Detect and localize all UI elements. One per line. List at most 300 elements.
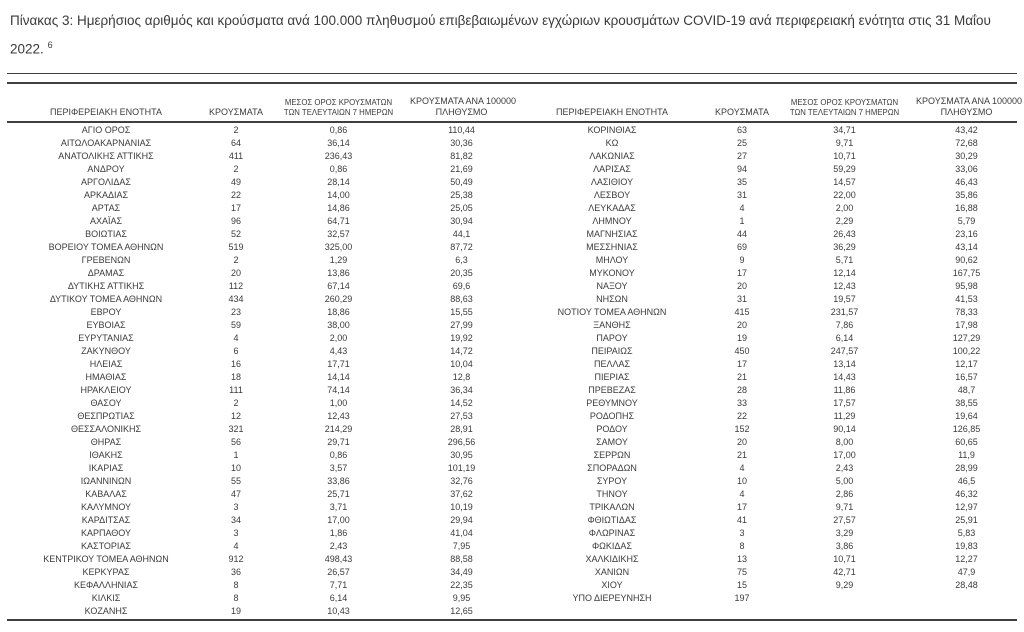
avg7-cell: 10,43 xyxy=(327,605,350,616)
cases-cell: 9 xyxy=(739,254,745,265)
cases-cell: 1 xyxy=(739,215,745,226)
region-cell: ΛΗΜΝΟΥ xyxy=(592,215,632,226)
avg7-cell: 36,14 xyxy=(327,137,350,148)
avg7-cell: 3,71 xyxy=(329,501,348,512)
per100k-cell: 7,95 xyxy=(452,540,471,551)
region-cell: ΗΛΕΙΑΣ xyxy=(89,358,123,369)
table-title-text: Πίνακας 3: Ημερήσιος αριθμός και κρούσματα ανά 100.000 πληθυσμού επιβεβαιωμένων εγχώριων κρουσμάτων COVID-19 ανά περιφερειακή ενότητα στις 31 Μαΐου 2022. xyxy=(10,13,991,57)
region-cell: ΕΒΡΟΥ xyxy=(90,306,122,317)
per100k-cell: 28,91 xyxy=(450,423,473,434)
region-cell: ΛΑΣΙΘΙΟΥ xyxy=(590,176,634,187)
region-cell: ΠΙΕΡΙΑΣ xyxy=(594,371,630,382)
per100k-cell: 72,68 xyxy=(955,137,978,148)
cases-cell: 23 xyxy=(230,306,241,317)
per100k-cell: 95,98 xyxy=(955,280,978,291)
per100k-cell: 43,42 xyxy=(955,124,978,135)
table-bottom-line xyxy=(7,619,1017,621)
per100k-cell: 32,76 xyxy=(450,475,473,486)
per100k-cell: 12,27 xyxy=(955,553,978,564)
document-page xyxy=(0,9,1024,632)
region-cell: ΜΥΚΟΝΟΥ xyxy=(589,267,635,278)
cases-cell: 56 xyxy=(230,436,241,447)
per100k-cell: 10,19 xyxy=(450,501,473,512)
avg7-cell: 0,86 xyxy=(329,449,348,460)
per100k-cell: 30,95 xyxy=(450,449,473,460)
region-cell: ΑΡΤΑΣ xyxy=(91,202,121,213)
cases-cell: 96 xyxy=(230,215,241,226)
avg7-cell: 498,43 xyxy=(324,553,353,564)
region-cell: ΤΡΙΚΑΛΩΝ xyxy=(589,501,635,512)
region-cell: ΛΕΣΒΟΥ xyxy=(593,189,631,200)
cases-cell: 8 xyxy=(739,540,745,551)
cases-cell: 434 xyxy=(228,293,244,304)
region-cell: ΠΑΡΟΥ xyxy=(596,332,628,343)
per100k-cell: 19,64 xyxy=(955,410,978,421)
cases-cell: 3 xyxy=(233,527,239,538)
region-cell: ΝΗΣΩΝ xyxy=(596,293,628,304)
cases-cell: 4 xyxy=(739,202,745,213)
region-cell: ΚΑΛΥΜΝΟΥ xyxy=(80,501,132,512)
avg7-cell: 13,14 xyxy=(833,358,856,369)
cases-cell: 27 xyxy=(736,150,747,161)
avg7-cell: 67,14 xyxy=(327,280,350,291)
region-cell: ΙΚΑΡΙΑΣ xyxy=(88,462,124,473)
per100k-cell: 88,63 xyxy=(450,293,473,304)
avg7-cell: 0,86 xyxy=(329,124,348,135)
region-cell: ΚΙΛΚΙΣ xyxy=(91,592,121,603)
per100k-cell: 81,82 xyxy=(450,150,473,161)
per100k-cell: 27,99 xyxy=(450,319,473,330)
per100k-cell: 21,69 xyxy=(450,163,473,174)
avg7-cell: 12,43 xyxy=(327,410,350,421)
avg7-cell: 325,00 xyxy=(324,241,353,252)
per100k-cell xyxy=(916,605,1017,618)
cases-cell: 2 xyxy=(233,254,239,265)
region-cell: ΧΑΝΙΩΝ xyxy=(594,566,630,577)
cases-cell: 17 xyxy=(736,267,747,278)
cases-cell: 12 xyxy=(230,410,241,421)
avg7-cell: 11,86 xyxy=(833,384,856,395)
cases-cell: 16 xyxy=(230,358,241,369)
avg7-cell: 10,71 xyxy=(833,553,856,564)
cases-cell: 33 xyxy=(736,397,747,408)
cases-cell: 21 xyxy=(736,449,747,460)
per100k-cell: 78,33 xyxy=(955,306,978,317)
region-cell: ΠΡΕΒΕΖΑΣ xyxy=(588,384,636,395)
region-cell: ΛΑΚΩΝΙΑΣ xyxy=(589,150,635,161)
per100k-cell: 27,53 xyxy=(450,410,473,421)
per100k-cell: 29,94 xyxy=(450,514,473,525)
avg7-cell: 36,29 xyxy=(833,241,856,252)
region-cell: ΦΘΙΩΤΙΔΑΣ xyxy=(587,514,637,525)
avg7-cell: 14,86 xyxy=(327,202,350,213)
region-cell: ΗΜΑΘΙΑΣ xyxy=(85,371,127,382)
region-cell: ΔΥΤΙΚΟΥ ΤΟΜΕΑ ΑΘΗΝΩΝ xyxy=(49,293,163,304)
avg7-cell: 17,00 xyxy=(327,514,350,525)
cases-cell: 2 xyxy=(233,163,239,174)
per100k-cell: 30,94 xyxy=(450,215,473,226)
region-cell: ΜΗΛΟΥ xyxy=(595,254,629,265)
avg7-cell: 33,86 xyxy=(327,475,350,486)
region-cell: ΔΡΑΜΑΣ xyxy=(87,267,125,278)
per100k-cell: 20,35 xyxy=(450,267,473,278)
region-cell: ΦΩΚΙΔΑΣ xyxy=(592,540,632,551)
avg7-cell: 34,71 xyxy=(833,124,856,135)
cases-cell: 63 xyxy=(736,124,747,135)
cases-cell: 4 xyxy=(233,540,239,551)
region-cell: ΚΑΒΑΛΑΣ xyxy=(85,488,127,499)
region-cell xyxy=(513,605,711,618)
region-cell: ΘΗΡΑΣ xyxy=(90,436,122,447)
per100k-cell: 11,9 xyxy=(958,449,975,460)
cases-cell: 69 xyxy=(736,241,747,252)
avg7-cell: 19,57 xyxy=(833,293,856,304)
avg7-cell: 74,14 xyxy=(327,384,350,395)
per100k-cell xyxy=(916,592,1017,605)
cases-cell: 111 xyxy=(229,384,243,395)
cases-cell: 20 xyxy=(736,280,747,291)
per100k-cell: 46,5 xyxy=(957,475,976,486)
avg7-cell: 38,00 xyxy=(327,319,350,330)
avg7-cell: 6,14 xyxy=(835,332,854,343)
avg7-cell: 14,14 xyxy=(327,371,350,382)
region-cell: ΚΑΣΤΟΡΙΑΣ xyxy=(81,540,131,551)
region-cell: ΚΟΖΑΝΗΣ xyxy=(84,605,128,616)
header-per100k-left: ΚΡΟΥΣΜΑΤΑ ΑΝΑ 100000 ΠΛΗΘΥΣΜΟ xyxy=(410,96,516,117)
avg7-cell: 1,29 xyxy=(329,254,348,265)
avg7-cell: 26,43 xyxy=(833,228,856,239)
per100k-cell: 44,1 xyxy=(452,228,471,239)
cases-cell: 4 xyxy=(739,462,745,473)
avg7-cell: 5,71 xyxy=(835,254,854,265)
per100k-cell: 38,55 xyxy=(955,397,978,408)
per100k-cell: 16,88 xyxy=(955,202,978,213)
avg7-cell: 42,71 xyxy=(833,566,856,577)
avg7-cell: 64,71 xyxy=(327,215,350,226)
cases-cell: 3 xyxy=(739,527,745,538)
avg7-cell: 22,00 xyxy=(833,189,856,200)
per100k-cell: 12,97 xyxy=(955,501,978,512)
cases-cell: 1 xyxy=(233,449,239,460)
per100k-cell: 12,8 xyxy=(452,371,471,382)
avg7-cell: 214,29 xyxy=(324,423,353,434)
region-cell: ΚΑΡΠΑΘΟΥ xyxy=(80,527,132,538)
per100k-cell: 14,52 xyxy=(450,397,473,408)
avg7-cell: 231,57 xyxy=(830,306,859,317)
per100k-cell: 25,91 xyxy=(955,514,978,525)
per100k-cell: 50,49 xyxy=(450,176,473,187)
per100k-cell: 167,75 xyxy=(952,267,981,278)
avg7-cell: 59,29 xyxy=(833,163,856,174)
per100k-cell: 87,72 xyxy=(450,241,473,252)
per100k-cell: 41,53 xyxy=(955,293,978,304)
cases-cell: 112 xyxy=(228,280,244,291)
avg7-cell: 17,00 xyxy=(833,449,856,460)
per100k-cell: 47,9 xyxy=(957,566,976,577)
avg7-cell: 12,14 xyxy=(833,267,856,278)
per100k-cell: 16,57 xyxy=(955,371,978,382)
avg7-cell: 4,43 xyxy=(329,345,348,356)
cases-cell: 59 xyxy=(230,319,241,330)
avg7-cell: 3,57 xyxy=(329,462,348,473)
avg7-cell xyxy=(773,592,916,605)
per100k-cell: 37,62 xyxy=(450,488,473,499)
per100k-cell: 5,83 xyxy=(957,527,976,538)
per100k-cell: 127,29 xyxy=(952,332,981,343)
region-cell: ΘΑΣΟΥ xyxy=(90,397,122,408)
per100k-cell: 12,17 xyxy=(955,358,978,369)
cases-cell: 450 xyxy=(734,345,750,356)
cases-cell: 10 xyxy=(736,475,747,486)
cases-cell: 52 xyxy=(230,228,241,239)
cases-cell: 20 xyxy=(230,267,241,278)
avg7-cell: 7,71 xyxy=(329,579,348,590)
per100k-cell: 23,16 xyxy=(955,228,978,239)
cases-cell: 28 xyxy=(736,384,747,395)
region-cell: ΜΕΣΣΗΝΙΑΣ xyxy=(586,241,638,252)
per100k-cell: 296,56 xyxy=(447,436,476,447)
avg7-cell: 260,29 xyxy=(324,293,353,304)
header-underline xyxy=(7,121,1017,123)
avg7-cell: 2,00 xyxy=(329,332,348,343)
avg7-cell: 32,57 xyxy=(327,228,350,239)
cases-cell: 25 xyxy=(736,137,747,148)
cases-cell: 41 xyxy=(736,514,747,525)
cases-cell: 19 xyxy=(230,605,241,616)
avg7-cell: 8,00 xyxy=(835,436,854,447)
region-cell: ΡΕΘΥΜΝΟΥ xyxy=(586,397,638,408)
region-cell: ΤΗΝΟΥ xyxy=(596,488,628,499)
avg7-cell: 7,86 xyxy=(835,319,854,330)
region-cell: ΛΑΡΙΣΑΣ xyxy=(593,163,631,174)
region-cell: ΑΡΓΟΛΙΔΑΣ xyxy=(81,176,131,187)
avg7-cell: 90,14 xyxy=(833,423,856,434)
cases-cell: 8 xyxy=(233,592,239,603)
region-cell: ΑΝΑΤΟΛΙΚΗΣ ΑΤΤΙΚΗΣ xyxy=(58,150,154,161)
avg7-cell: 29,71 xyxy=(327,436,350,447)
cases-cell: 152 xyxy=(734,423,750,434)
avg7-cell: 3,86 xyxy=(835,540,854,551)
cases-cell: 20 xyxy=(736,436,747,447)
header-avg7-left: ΜΕΣΟΣ ΟΡΟΣ ΚΡΟΥΣΜΑΤΩΝ ΤΩΝ ΤΕΛΕΥΤΑΙΩΝ 7 ΗΜΕΡΩΝ xyxy=(283,98,394,117)
per100k-cell: 69,6 xyxy=(452,280,471,291)
per100k-cell: 43,14 xyxy=(955,241,978,252)
cases-cell: 3 xyxy=(233,501,239,512)
avg7-cell: 14,00 xyxy=(327,189,350,200)
per100k-cell: 28,48 xyxy=(955,579,978,590)
region-cell: ΧΙΟΥ xyxy=(601,579,623,590)
cases-cell: 44 xyxy=(736,228,747,239)
header-per100k-right: ΚΡΟΥΣΜΑΤΑ ΑΝΑ 100000 ΠΛΗΘΥΣΜΟ xyxy=(916,96,1022,117)
divider-line-thin xyxy=(7,73,1017,74)
cases-cell: 411 xyxy=(228,150,244,161)
region-cell: ΚΕΡΚΥΡΑΣ xyxy=(82,566,130,577)
region-cell: ΡΟΔΟΠΗΣ xyxy=(589,410,635,421)
region-cell: ΠΕΙΡΑΙΩΣ xyxy=(591,345,633,356)
per100k-cell: 60,65 xyxy=(955,436,978,447)
cases-cell: 47 xyxy=(230,488,241,499)
region-cell: ΣΥΡΟΥ xyxy=(596,475,628,486)
header-cases-left: ΚΡΟΥΣΜΑΤΑ xyxy=(209,106,263,117)
region-cell: ΜΑΓΝΗΣΙΑΣ xyxy=(586,228,638,239)
avg7-cell: 27,57 xyxy=(833,514,856,525)
region-cell: ΘΕΣΠΡΩΤΙΑΣ xyxy=(77,410,135,421)
cases-cell: 321 xyxy=(228,423,244,434)
per100k-cell: 100,22 xyxy=(952,345,981,356)
cases-cell: 18 xyxy=(230,371,241,382)
header-region-right: ΠΕΡΙΦΕΡΕΙΑΚΗ ΕΝΟΤΗΤΑ xyxy=(555,106,669,117)
avg7-cell: 25,71 xyxy=(327,488,350,499)
cases-cell: 415 xyxy=(734,306,750,317)
per100k-cell: 19,92 xyxy=(450,332,473,343)
table-header-row xyxy=(7,96,1022,119)
region-cell: ΑΝΔΡΟΥ xyxy=(87,163,125,174)
avg7-cell: 13,86 xyxy=(327,267,350,278)
cases-cell: 8 xyxy=(233,579,239,590)
per100k-cell: 41,04 xyxy=(450,527,473,538)
cases-cell: 2 xyxy=(233,397,239,408)
region-cell: ΧΑΛΚΙΔΙΚΗΣ xyxy=(585,553,639,564)
avg7-cell: 5,00 xyxy=(835,475,854,486)
avg7-cell: 236,43 xyxy=(324,150,353,161)
avg7-cell: 0,86 xyxy=(329,163,348,174)
table-title xyxy=(10,9,1012,62)
cases-cell: 2 xyxy=(233,124,239,135)
cases-cell: 15 xyxy=(736,579,747,590)
avg7-cell: 9,71 xyxy=(835,137,854,148)
region-cell: ΞΑΝΘΗΣ xyxy=(593,319,631,330)
region-cell: ΑΧΑΪΑΣ xyxy=(89,215,123,226)
cases-cell: 19 xyxy=(736,332,747,343)
avg7-cell: 2,29 xyxy=(835,215,854,226)
region-cell: ΒΟΙΩΤΙΑΣ xyxy=(85,228,127,239)
avg7-cell xyxy=(773,605,916,618)
cases-cell: 197 xyxy=(734,592,750,603)
per100k-cell: 101,19 xyxy=(447,462,476,473)
avg7-cell: 14,43 xyxy=(833,371,856,382)
avg7-cell: 26,57 xyxy=(327,566,350,577)
per100k-cell: 19,83 xyxy=(955,540,978,551)
per100k-cell: 10,04 xyxy=(450,358,473,369)
region-cell: ΝΟΤΙΟΥ ΤΟΜΕΑ ΑΘΗΝΩΝ xyxy=(557,306,667,317)
avg7-cell: 1,00 xyxy=(329,397,348,408)
cases-cell: 64 xyxy=(230,137,241,148)
per100k-cell: 35,86 xyxy=(955,189,978,200)
avg7-cell: 12,43 xyxy=(833,280,856,291)
cases-cell: 55 xyxy=(230,475,241,486)
cases-cell: 94 xyxy=(736,163,747,174)
per100k-cell: 126,85 xyxy=(952,423,981,434)
footnote-reference: 6 xyxy=(47,40,53,50)
per100k-cell: 33,06 xyxy=(955,163,978,174)
region-cell: ΚΩ xyxy=(605,137,619,148)
per100k-cell: 5,79 xyxy=(957,215,976,226)
region-cell: ΔΥΤΙΚΗΣ ΑΤΤΙΚΗΣ xyxy=(67,280,145,291)
region-cell: ΚΟΡΙΝΘΙΑΣ xyxy=(587,124,637,135)
region-cell: ΣΕΡΡΩΝ xyxy=(593,449,631,460)
cases-cell: 22 xyxy=(230,189,241,200)
cases-cell: 31 xyxy=(736,293,747,304)
per100k-cell: 88,58 xyxy=(450,553,473,564)
avg7-cell: 9,71 xyxy=(835,501,854,512)
region-cell: ΠΕΛΛΑΣ xyxy=(593,358,631,369)
header-avg7-right: ΜΕΣΟΣ ΟΡΟΣ ΚΡΟΥΣΜΑΤΩΝ ΤΩΝ ΤΕΛΕΥΤΑΙΩΝ 7 ΗΜΕΡΩΝ xyxy=(789,98,900,117)
region-cell: ΣΑΜΟΥ xyxy=(596,436,628,447)
region-cell: ΦΛΩΡΙΝΑΣ xyxy=(588,527,636,538)
region-cell: ΕΥΒΟΙΑΣ xyxy=(86,319,126,330)
avg7-cell: 6,14 xyxy=(329,592,348,603)
per100k-cell: 30,36 xyxy=(450,137,473,148)
avg7-cell: 2,86 xyxy=(835,488,854,499)
per100k-cell: 17,98 xyxy=(955,319,978,330)
cases-cell: 13 xyxy=(736,553,747,564)
avg7-cell: 18,86 xyxy=(327,306,350,317)
region-cell: ΝΑΞΟΥ xyxy=(596,280,628,291)
region-cell: ΚΕΦΑΛΛΗΝΙΑΣ xyxy=(73,579,139,590)
region-cell: ΘΕΣΣΑΛΟΝΙΚΗΣ xyxy=(70,423,142,434)
header-region-left: ΠΕΡΙΦΕΡΕΙΑΚΗ ΕΝΟΤΗΤΑ xyxy=(49,106,163,117)
cases-cell: 20 xyxy=(736,319,747,330)
table-rows xyxy=(7,124,1017,618)
region-cell: ΥΠΟ ΔΙΕΡΕΥΝΗΣΗ xyxy=(572,592,652,603)
cases-cell: 22 xyxy=(736,410,747,421)
cases-cell xyxy=(711,605,773,618)
per100k-cell: 36,34 xyxy=(450,384,473,395)
avg7-cell: 14,57 xyxy=(833,176,856,187)
cases-cell: 49 xyxy=(230,176,241,187)
region-cell: ΙΘΑΚΗΣ xyxy=(89,449,123,460)
cases-cell: 912 xyxy=(228,553,244,564)
region-cell: ΑΡΚΑΔΙΑΣ xyxy=(83,189,129,200)
region-cell: ΣΠΟΡΑΔΩΝ xyxy=(587,462,637,473)
region-cell: ΚΑΡΔΙΤΣΑΣ xyxy=(81,514,131,525)
avg7-cell: 17,71 xyxy=(327,358,350,369)
region-cell: ΑΙΤΩΛΟΑΚΑΡΝΑΝΙΑΣ xyxy=(60,137,152,148)
cases-cell: 34 xyxy=(230,514,241,525)
cases-cell: 519 xyxy=(228,241,244,252)
avg7-cell: 2,43 xyxy=(835,462,854,473)
per100k-cell: 48,7 xyxy=(957,384,976,395)
per100k-cell: 9,95 xyxy=(452,592,471,603)
avg7-cell: 2,43 xyxy=(329,540,348,551)
cases-cell: 6 xyxy=(233,345,239,356)
divider-line-thick xyxy=(7,82,1017,85)
avg7-cell: 9,29 xyxy=(835,579,854,590)
region-cell: ΒΟΡΕΙΟΥ ΤΟΜΕΑ ΑΘΗΝΩΝ xyxy=(48,241,164,252)
region-cell: ΡΟΔΟΥ xyxy=(596,423,628,434)
region-cell: ΓΡΕΒΕΝΩΝ xyxy=(81,254,131,265)
region-cell: ΕΥΡΥΤΑΝΙΑΣ xyxy=(78,332,134,343)
avg7-cell: 11,29 xyxy=(833,410,856,421)
per100k-cell: 6,3 xyxy=(455,254,468,265)
avg7-cell: 28,14 xyxy=(327,176,350,187)
region-cell: ΗΡΑΚΛΕΙΟΥ xyxy=(80,384,132,395)
per100k-cell: 34,49 xyxy=(450,566,473,577)
header-cases-right: ΚΡΟΥΣΜΑΤΑ xyxy=(715,106,769,117)
cases-cell: 17 xyxy=(736,501,747,512)
per100k-cell: 28,99 xyxy=(955,462,978,473)
per100k-cell: 46,43 xyxy=(955,176,978,187)
cases-cell: 17 xyxy=(230,202,241,213)
cases-cell: 21 xyxy=(736,371,747,382)
per100k-cell: 25,05 xyxy=(450,202,473,213)
avg7-cell: 247,57 xyxy=(830,345,859,356)
per100k-cell: 90,62 xyxy=(955,254,978,265)
cases-cell: 10 xyxy=(230,462,241,473)
cases-cell: 4 xyxy=(739,488,745,499)
per100k-cell: 46,32 xyxy=(955,488,978,499)
cases-cell: 36 xyxy=(230,566,241,577)
